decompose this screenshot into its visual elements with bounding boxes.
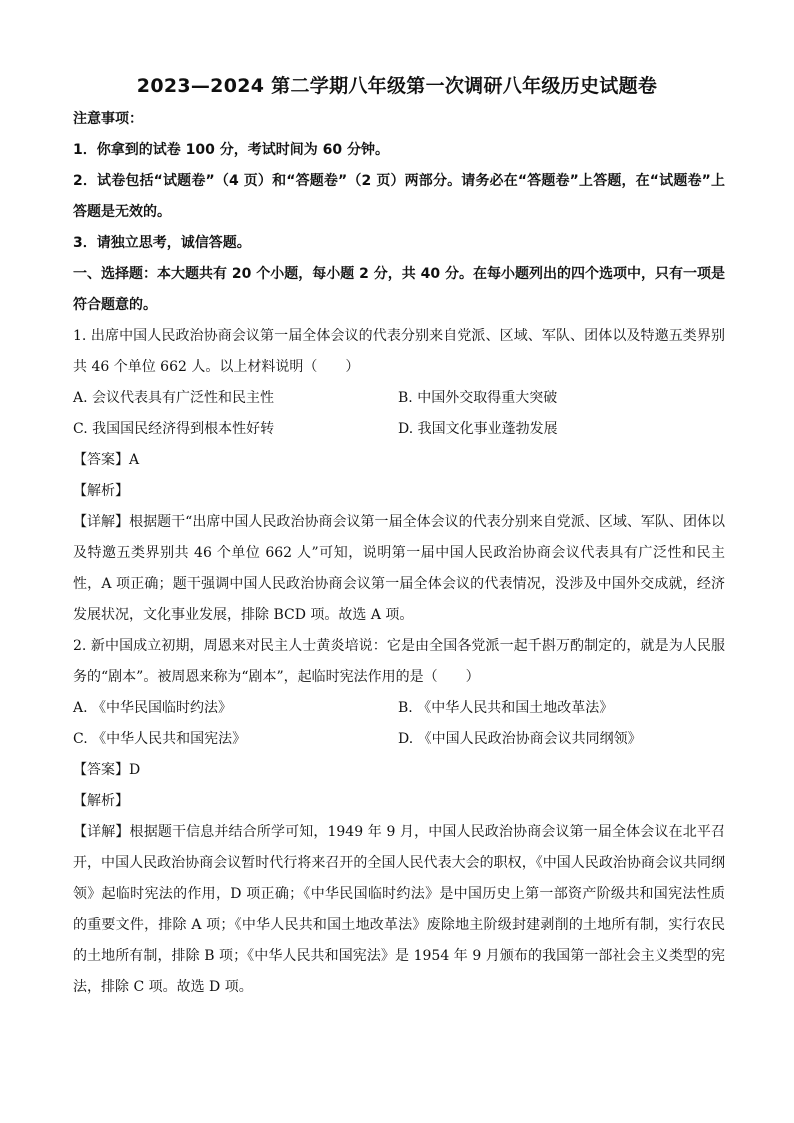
question-1-analysis-label: 【解析】 [73, 483, 129, 499]
question-2-detail: 【详解】根据题干信息并结合所学可知，1949 年 9 月，中国人民政治协商会议第一届全体会议在北平召开，中国人民政治协商会议暂时代行将来召开的全国人民代表大会的职权，《中国人民政治协商会议共同纲领》起临时宪法的作用，D 项正确；《中华民国临时约法》是中国历史上第一部资产阶级共和国宪法性质的重要文件，排除 A 项；《中华人民共和国土地改革法》废除地主阶级封建剥削的土地所有制，实行农民的土地所有制，排除 B 项；《中华人民共和国宪法》是 1954 年 9 月颁布的我国第一部社会主义类型的宪法，排除 C 项。故选 D 项。 [73, 824, 725, 995]
question-1-answer: 【答案】A [73, 452, 140, 468]
question-2-stem: 2. 新中国成立初期，周恩来对民主人士黄炎培说：它是由全国各党派一起千斟万酌制定的，就是为人民服务的“剧本”。被周恩来称为“剧本”，起临时宪法作用的是（ ） [73, 638, 725, 685]
question-1-option-d: D. 我国文化事业蓬勃发展 [398, 421, 558, 437]
question-2-option-d: D. 《中国人民政治协商会议共同纲领》 [398, 731, 642, 747]
question-1-option-c: C. 我国国民经济得到根本性好转 [73, 421, 275, 437]
question-2-analysis-label: 【解析】 [73, 793, 129, 809]
question-2-option-c: C. 《中华人民共和国宪法》 [73, 731, 247, 747]
question-1-stem: 1. 出席中国人民政治协商会议第一届全体会议的代表分别来自党派、区域、军队、团体以及特邀五类界别共 46 个单位 662 人。以上材料说明（ ） [73, 328, 725, 375]
section-heading: 一、选择题：本大题共有 20 个小题，每小题 2 分，共 40 分。在每小题列出的四个选项中，只有一项是符合题意的。 [73, 266, 725, 313]
notice-item-2: 2．试卷包括“试题卷”（4 页）和“答题卷”（2 页）两部分。请务必在“答题卷”上答题，在“试题卷”上答题是无效的。 [73, 173, 725, 220]
page-title: 2023—2024 第二学期八年级第一次调研八年级历史试题卷 [136, 75, 658, 97]
question-1-option-b: B. 中国外交取得重大突破 [398, 390, 558, 406]
notice-item-1: 1．你拿到的试卷 100 分，考试时间为 60 分钟。 [73, 142, 389, 158]
notice-heading: 注意事项： [73, 111, 143, 127]
question-2-answer: 【答案】D [73, 762, 141, 778]
question-1-options-row-1 [73, 383, 725, 414]
question-2-options-row-1 [73, 693, 725, 724]
question-2-options-row-2 [73, 724, 725, 755]
question-2-option-a: A. 《中华民国临时约法》 [73, 700, 233, 716]
question-1-detail: 【详解】根据题干“出席中国人民政治协商会议第一届全体会议的代表分别来自党派、区域、军队、团体以及特邀五类界别共 46 个单位 662 人”可知，说明第一届中国人民政治协商会议代表具有广泛性和民主性，A 项正确；题干强调中国人民政治协商会议第一届全体会议的代表情况，没涉及中国外交成就，经济发展状况，文化事业发展，排除 BCD 项。故选 A 项。 [73, 514, 725, 623]
notice-item-3: 3．请独立思考，诚信答题。 [73, 235, 251, 251]
exam-content [73, 104, 725, 1003]
question-2-option-b: B. 《中华人民共和国土地改革法》 [398, 700, 614, 716]
question-1-option-a: A. 会议代表具有广泛性和民主性 [73, 390, 275, 406]
question-1-options-row-2 [73, 414, 725, 445]
